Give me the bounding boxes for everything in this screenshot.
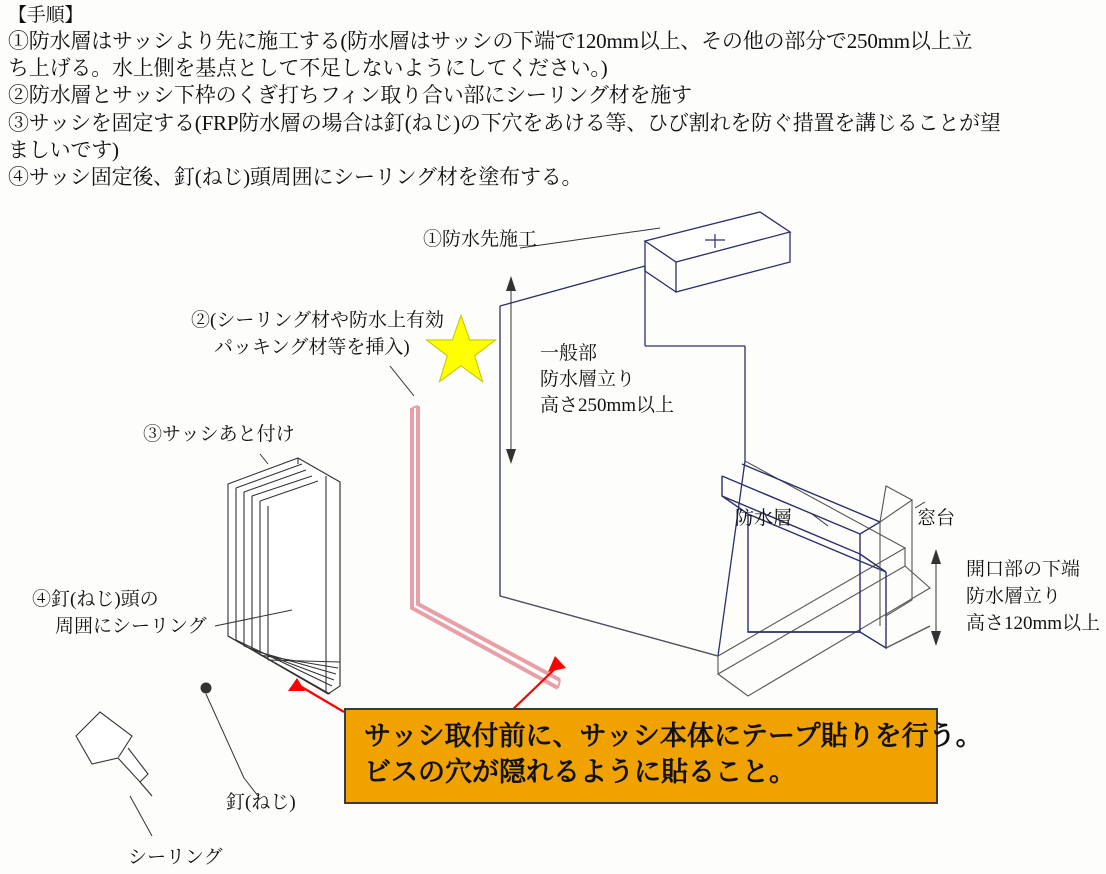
sealant-tube-icon (76, 712, 152, 796)
label-step2-line2: パッキング材等を挿入) (214, 337, 410, 358)
procedure-line-5: ましいです) (8, 137, 119, 162)
label-general-line3: 高さ250mm以上 (540, 395, 675, 416)
isometric-drawing (0, 196, 1106, 874)
label-step1: ①防水先施工 (423, 229, 538, 250)
callout-line-2: ビスの穴が隠れるように貼ること。 (364, 757, 796, 788)
label-opening-line3: 高さ120mm以上 (966, 613, 1101, 634)
nail-icon (201, 683, 244, 778)
procedure-line-1: ①防水層はサッシより先に施工する(防水層はサッシの下端で120mm以上、その他の部分で250mm以上立 (8, 28, 973, 53)
procedure-heading: 【手順】 (8, 5, 84, 26)
label-general-line2: 防水層立り (540, 369, 636, 390)
callout-line-1: サッシ取付前に、サッシ本体にテープ貼りを行う。 (364, 721, 983, 751)
sill-block (880, 486, 912, 626)
label-nail: 釘(ねじ) (226, 792, 296, 813)
back-wall (500, 266, 745, 656)
label-opening-line1: 開口部の下端 (966, 559, 1081, 580)
sealing-strip (412, 406, 560, 688)
procedure-line-4: ③サッシを固定する(FRP防水層の場合は釘(ねじ)の下穴をあける等、ひび割れを防ぐ措置を講じることが望 (8, 110, 1001, 135)
label-sealing: シーリング (128, 847, 223, 868)
dimension-120 (931, 549, 941, 646)
label-step4-line2: 周囲にシーリング (55, 616, 207, 637)
leader-step2 (390, 366, 414, 396)
floor-slab (500, 461, 930, 696)
label-opening-line2: 防水層立り (966, 586, 1062, 607)
label-step4-line1: ④釘(ねじ)頭の (32, 589, 159, 610)
callout-box (344, 708, 983, 804)
leader-step1 (520, 228, 660, 248)
procedure-line-2: ち上げる。水上側を基点として不足しないようにしてください。) (8, 56, 608, 81)
leader-sealing-label (130, 796, 152, 836)
wall-waterproof-lines (645, 212, 790, 292)
sill-waterproof-layer (722, 464, 930, 648)
label-window-sill: 窓台 (917, 508, 956, 529)
label-general-line1: 一般部 (540, 343, 598, 364)
leader-step3 (260, 454, 268, 464)
label-step3: ③サッシあと付け (143, 424, 295, 445)
procedure-line-3: ②防水層とサッシ下枠のくぎ打ちフィン取り合い部にシーリング材を施す (8, 83, 692, 108)
procedure-text-block (8, 4, 1098, 192)
label-waterproof-layer: 防水層 (735, 508, 793, 529)
procedure-line-6: ④サッシ固定後、釘(ねじ)頭周囲にシーリング材を塗布する。 (8, 165, 583, 190)
sash-frame (228, 458, 340, 694)
label-step2-line1: ②(シーリング材や防水上有効 (191, 310, 444, 331)
